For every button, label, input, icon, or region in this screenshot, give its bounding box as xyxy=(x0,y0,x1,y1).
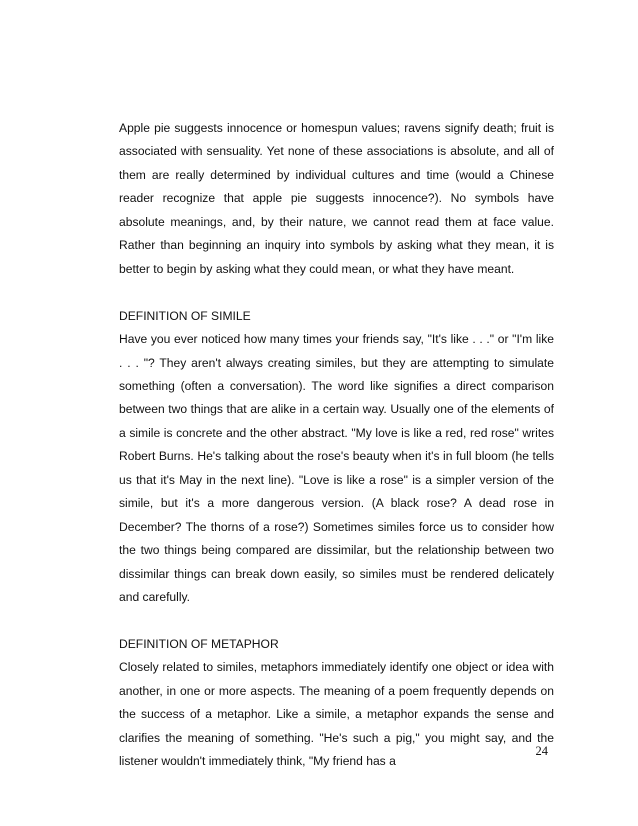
page-body xyxy=(119,117,554,774)
paragraph-symbols: Apple pie suggests innocence or homespun values; ravens signify death; fruit is associated with sensuality. Yet none of these associations is absolute, and all of them are really determined by individual cultures and time (would a Chinese reader recognize that apple pie suggests innocence?). No symbols have absolute meanings, and, by their nature, we cannot read them at face value. Rather than beginning an inquiry into symbols by asking what they mean, it is better to begin by asking what they could mean, or what they have meant. xyxy=(119,121,554,276)
section-heading-metaphor: DEFINITION OF METAPHOR xyxy=(119,636,279,651)
paragraph-simile: Have you ever noticed how many times your friends say, "It's like . . ." or "I'm like . . . "? They aren't always creating similes, but they are attempting to simulate something (often a conversation). The word like signifies a direct comparison between two things that are alike in a certain way. Usually one of the elements of a simile is concrete and the other abstract. "My love is like a red, red rose" writes Robert Burns. He's talking about the rose's beauty when it's in full bloom (he tells us that it's May in the next line). "Love is like a rose" is a simpler version of the simile, but it's a more dangerous version. (A black rose? A dead rose in December? The thorns of a rose?) Sometimes similes force us to consider how the two things being compared are dissimilar, but the relationship between two dissimilar things can break down easily, so similes must be rendered delicately and carefully. xyxy=(119,332,554,605)
paragraph-metaphor: Closely related to similes, metaphors immediately identify one object or idea with another, in one or more aspects. The meaning of a poem frequently depends on the success of a metaphor. Like a simile, a metaphor expands the sense and clarifies the meaning of something. "He's such a pig," you might say, and the listener wouldn't immediately think, "My friend has a xyxy=(119,660,554,769)
page-number: 24 xyxy=(535,744,548,758)
section-heading-simile: DEFINITION OF SIMILE xyxy=(119,308,251,323)
